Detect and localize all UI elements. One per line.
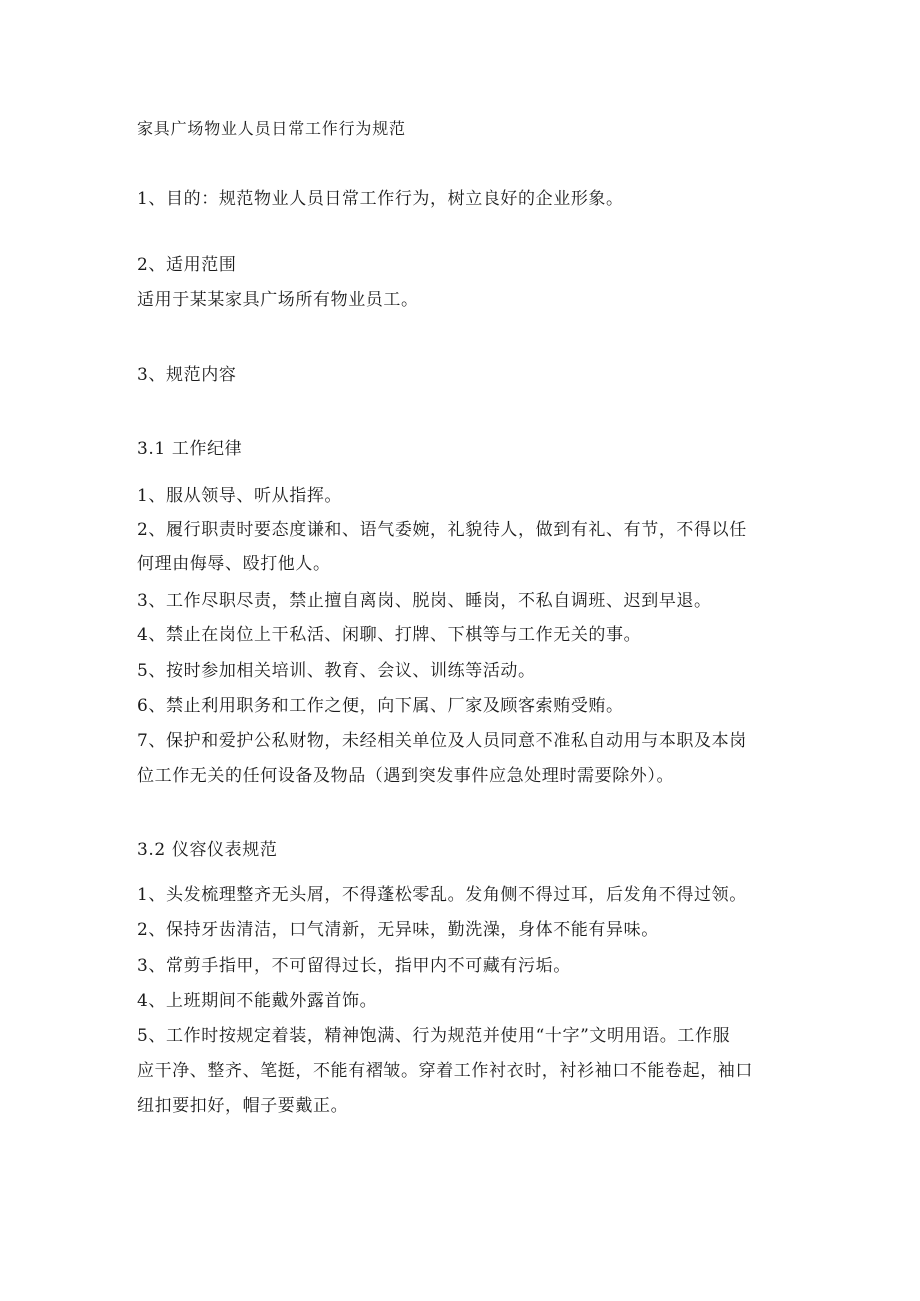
scope-text: 适用于某某家具广场所有物业员工。	[137, 290, 419, 310]
section-3-2-line: 5、工作时按规定着装，精神饱满、行为规范并使用“十字”文明用语。工作服	[137, 1026, 731, 1046]
section-3-1-line: 4、禁止在岗位上干私活、闲聊、打牌、下棋等与工作无关的事。	[137, 625, 642, 645]
scope-heading: 2、适用范围	[137, 255, 237, 275]
section-3-1-line: 1、服从领导、听从指挥。	[137, 486, 343, 506]
section-3-1-heading: 3.1 工作纪律	[137, 439, 243, 459]
section-3-2-line: 4、上班期间不能戴外露首饰。	[137, 991, 378, 1011]
section-3-1-line: 7、保护和爱护公私财物，未经相关单位及人员同意不准私自动用与本职及本岗	[137, 731, 747, 751]
purpose-line: 1、目的：规范物业人员日常工作行为，树立良好的企业形象。	[137, 189, 624, 209]
content-heading: 3、规范内容	[137, 365, 237, 385]
section-3-1-line: 5、按时参加相关培训、教育、会议、训练等活动。	[137, 661, 536, 681]
section-3-1-line: 何理由侮辱、殴打他人。	[137, 554, 331, 574]
section-3-1-line: 3、工作尽职尽责，禁止擅自离岗、脱岗、睡岗，不私自调班、迟到早退。	[137, 591, 712, 611]
section-3-1-line: 位工作无关的任何设备及物品（遇到突发事件应急处理时需要除外）。	[137, 766, 675, 786]
section-3-2-line: 应干净、整齐、笔挺，不能有褶皱。穿着工作衬衣时，衬衫袖口不能卷起，袖口	[137, 1061, 753, 1081]
section-3-1-line: 6、禁止利用职务和工作之便，向下属、厂家及顾客索贿受贿。	[137, 696, 624, 716]
section-3-2-line: 纽扣要扣好，帽子要戴正。	[137, 1096, 349, 1116]
section-3-1-line: 2、履行职责时要态度谦和、语气委婉，礼貌待人，做到有礼、有节，不得以任	[137, 520, 747, 540]
section-3-2-heading: 3.2 仪容仪表规范	[137, 840, 278, 860]
document-title: 家具广场物业人员日常工作行为规范	[137, 119, 406, 138]
section-3-2-line: 3、常剪手指甲，不可留得过长，指甲内不可藏有污垢。	[137, 956, 571, 976]
section-3-2-line: 2、保持牙齿清洁，口气清新，无异味，勤洗澡，身体不能有异味。	[137, 920, 659, 940]
section-3-2-line: 1、头发梳理整齐无头屑，不得蓬松零乱。发角侧不得过耳，后发角不得过领。	[137, 885, 747, 905]
